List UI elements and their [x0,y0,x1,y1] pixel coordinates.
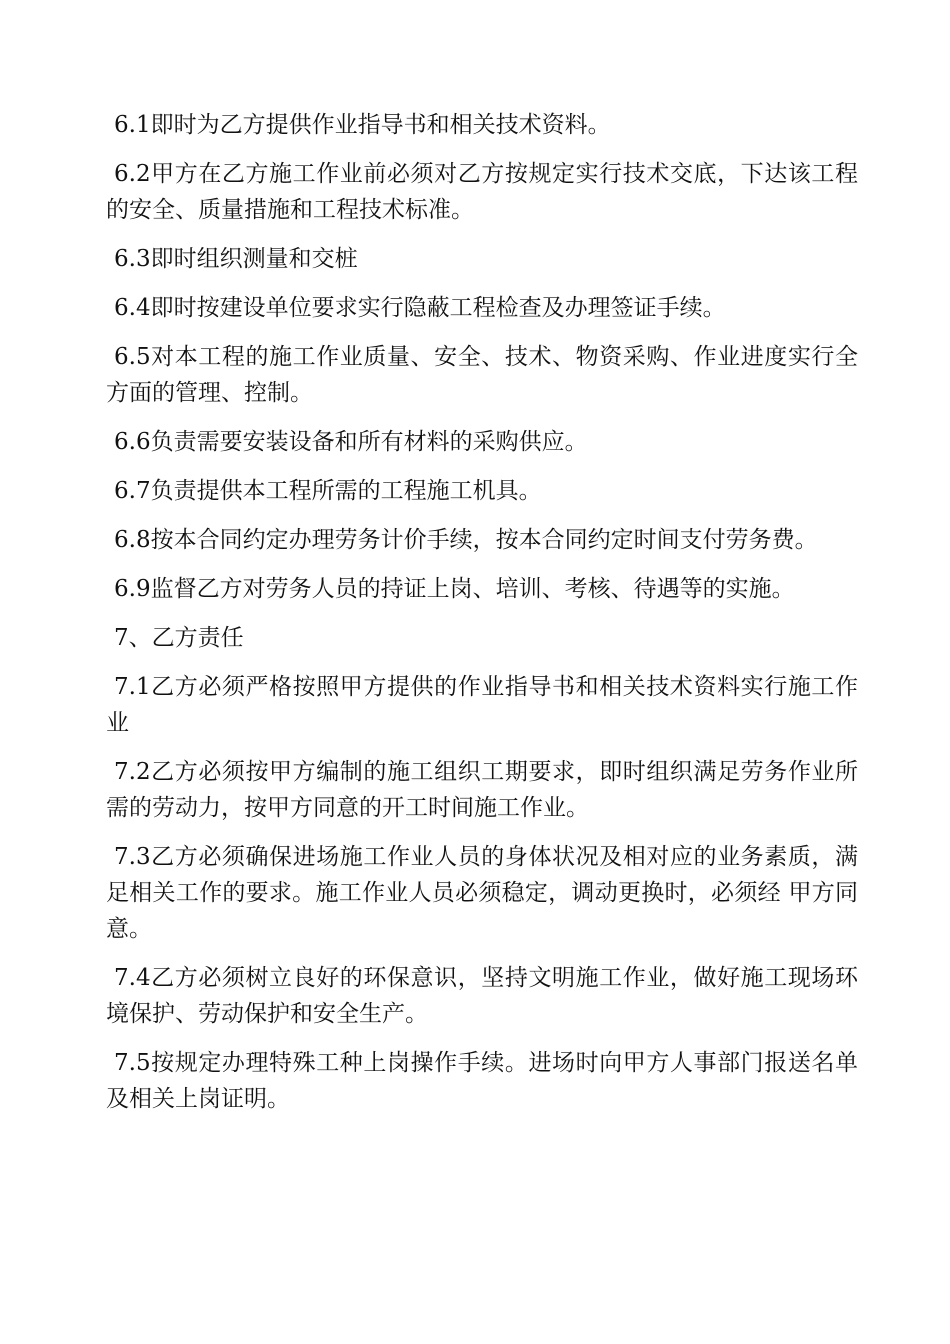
clause-6-9: 6.9监督乙方对劳务人员的持证上岗、培训、考核、待遇等的实施。 [114,576,795,602]
clause-6-1: 6.1即时为乙方提供作业指导书和相关技术资料。 [114,112,611,138]
clause-6-6: 6.6负责需要安装设备和所有材料的采购供应。 [114,429,588,455]
clause-6-4: 6.4即时按建设单位要求实行隐蔽工程检查及办理签证手续。 [114,295,726,321]
clause-6-3: 6.3即时组织测量和交桩 [114,246,358,272]
clause-7-5: 7.5按规定办理特殊工种上岗操作手续。进场时向甲方人事部门报送名单及相关上岗证明。 [106,1050,858,1112]
document-body [106,107,858,1130]
clause-7-2: 7.2乙方必须按甲方编制的施工组织工期要求，即时组织满足劳务作业所需的劳动力，按甲方同意的开工时间施工作业。 [106,759,858,821]
section-heading-7: 7、乙方责任 [114,625,244,651]
clause-7-3: 7.3乙方必须确保进场施工作业人员的身体状况及相对应的业务素质，满足相关工作的要求。施工作业人员必须稳定，调动更换时，必须经 甲方同意。 [106,844,858,942]
clause-6-8: 6.8按本合同约定办理劳务计价手续，按本合同约定时间支付劳务费。 [114,527,818,553]
clause-7-1: 7.1乙方必须严格按照甲方提供的作业指导书和相关技术资料实行施工作业 [106,674,858,736]
clause-6-7: 6.7负责提供本工程所需的工程施工机具。 [114,478,542,504]
clause-6-2: 6.2甲方在乙方施工作业前必须对乙方按规定实行技术交底，下达该工程的安全、质量措施和工程技术标准。 [106,161,858,223]
clause-7-4: 7.4乙方必须树立良好的环保意识，坚持文明施工作业，做好施工现场环境保护、劳动保护和安全生产。 [106,965,858,1027]
clause-6-5: 6.5对本工程的施工作业质量、安全、技术、物资采购、作业进度实行全方面的管理、控制。 [106,344,858,406]
